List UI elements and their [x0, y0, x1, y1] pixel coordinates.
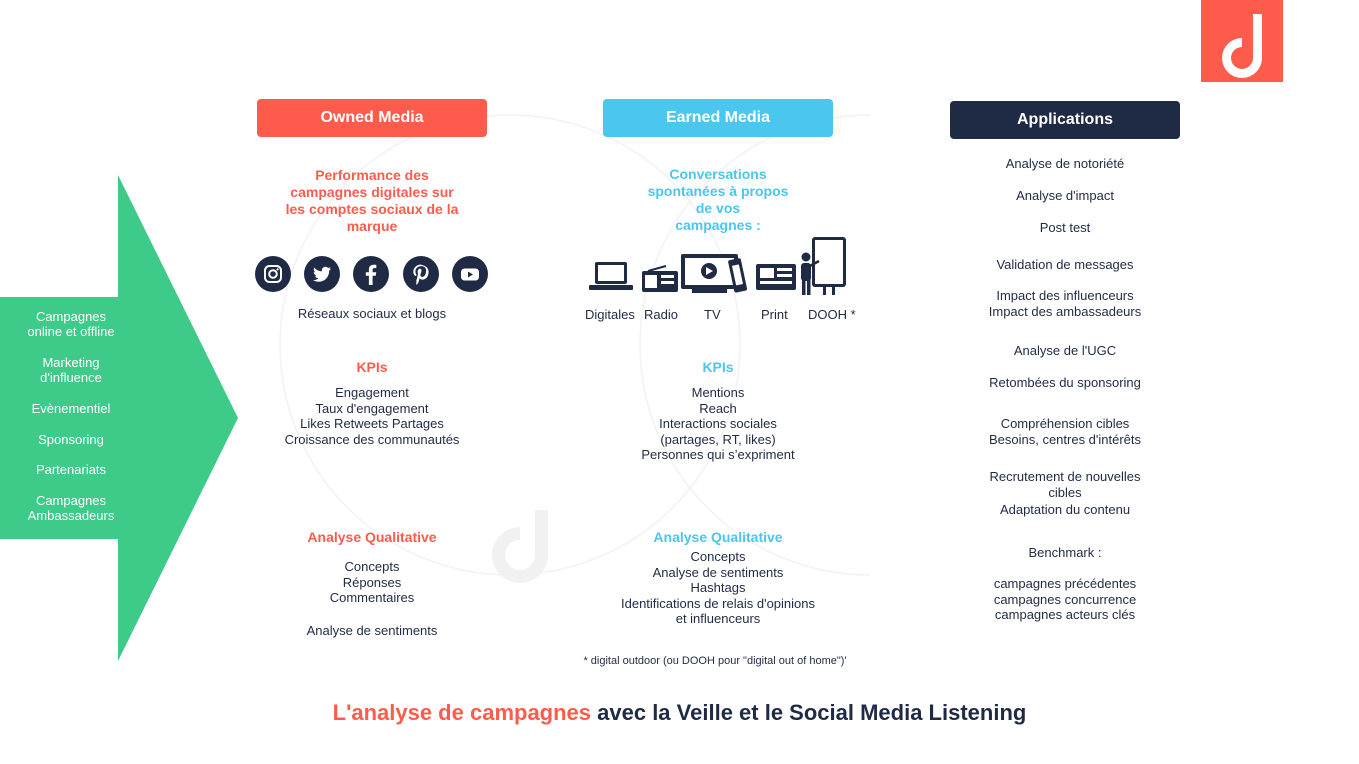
owned-media-header: Owned Media	[257, 99, 487, 137]
owned-qual-list: Concepts Réponses Commentaires	[329, 559, 415, 605]
dooh-screen-icon	[801, 237, 846, 295]
media-label-digital: Digitales	[585, 307, 635, 322]
media-channels-icons	[586, 235, 850, 297]
media-label-dooh: DOOH *	[808, 307, 856, 322]
app-item-sponsoring: Retombées du sponsoring	[989, 375, 1141, 390]
media-label-print: Print	[761, 307, 788, 322]
media-label-tv: TV	[704, 307, 721, 322]
title-rest: avec la Veille et le Social Media Listening	[591, 700, 1027, 725]
arrow-item-influence: Marketing d'influence	[40, 355, 102, 385]
instagram-icon	[255, 256, 291, 292]
brand-logo	[1201, 0, 1283, 82]
earned-kpis-title: KPIs	[702, 359, 734, 375]
earned-media-header: Earned Media	[603, 99, 833, 137]
app-item-content: Adaptation du contenu	[999, 502, 1131, 517]
app-item-post-test: Post test	[1039, 220, 1091, 235]
earned-kpis-list: Mentions Reach Interactions sociales (partages, RT, likes) Personnes qui s’expriment	[641, 385, 795, 462]
owned-qual-sentiment: Analyse de sentiments	[306, 623, 438, 638]
owned-subtitle: Performance des campagnes digitales sur les comptes sociaux de la marque	[285, 167, 459, 234]
applications-header: Applications	[950, 101, 1180, 139]
owned-kpis-title: KPIs	[356, 359, 388, 375]
app-item-benchmark-list: campagnes précédentes campagnes concurrence campagnes acteurs clés	[993, 576, 1137, 622]
app-item-notoriety: Analyse de notoriété	[1005, 156, 1125, 171]
app-item-recruitment: Recrutement de nouvelles cibles	[989, 469, 1141, 500]
dooh-footnote: * digital outdoor (ou DOOH pour "digital out of home")'	[583, 655, 847, 667]
tv-icon	[681, 254, 747, 293]
arrow-item-events: Evènementiel	[31, 401, 111, 416]
owned-qual-title: Analyse Qualitative	[307, 529, 437, 545]
pinterest-icon	[403, 256, 439, 292]
app-item-benchmark: Benchmark :	[1028, 545, 1102, 560]
arrow-item-campaigns: Campagnes online et offline	[27, 309, 115, 339]
media-label-radio: Radio	[644, 307, 678, 322]
radio-icon	[642, 266, 678, 292]
arrow-item-sponsoring: Sponsoring	[38, 432, 104, 447]
app-item-impact: Analyse d'impact	[1016, 188, 1114, 203]
newspaper-icon	[756, 264, 796, 290]
app-item-messages: Validation de messages	[996, 257, 1134, 272]
twitter-icon	[304, 256, 340, 292]
app-item-targets: Compréhension cibles Besoins, centres d'intérêts	[988, 416, 1142, 447]
youtube-icon	[452, 256, 488, 292]
arrow-item-ambassadors: Campagnes Ambassadeurs	[27, 493, 115, 523]
laptop-icon	[589, 262, 633, 290]
logo-mark-icon	[1201, 0, 1283, 82]
earned-subtitle: Conversations spontanées à propos de vos campagnes :	[647, 166, 789, 233]
earned-qual-list: Concepts Analyse de sentiments Hashtags Identifications de relais d'opinions et influenceurs	[621, 549, 815, 626]
app-item-influencers: Impact des influenceurs Impact des ambassadeurs	[988, 288, 1142, 319]
title-accent: L'analyse de campagnes	[332, 700, 592, 725]
app-item-ugc: Analyse de l'UGC	[1013, 343, 1117, 358]
campaign-types-arrow	[0, 175, 240, 665]
facebook-icon	[353, 256, 389, 292]
owned-kpis-list: Engagement Taux d'engagement Likes Retweets Partages Croissance des communautés	[284, 385, 460, 447]
social-networks-caption: Réseaux sociaux et blogs	[297, 306, 447, 321]
page-title	[0, 700, 1359, 726]
earned-qual-title: Analyse Qualitative	[653, 529, 783, 545]
arrow-item-partnerships: Partenariats	[35, 462, 107, 477]
